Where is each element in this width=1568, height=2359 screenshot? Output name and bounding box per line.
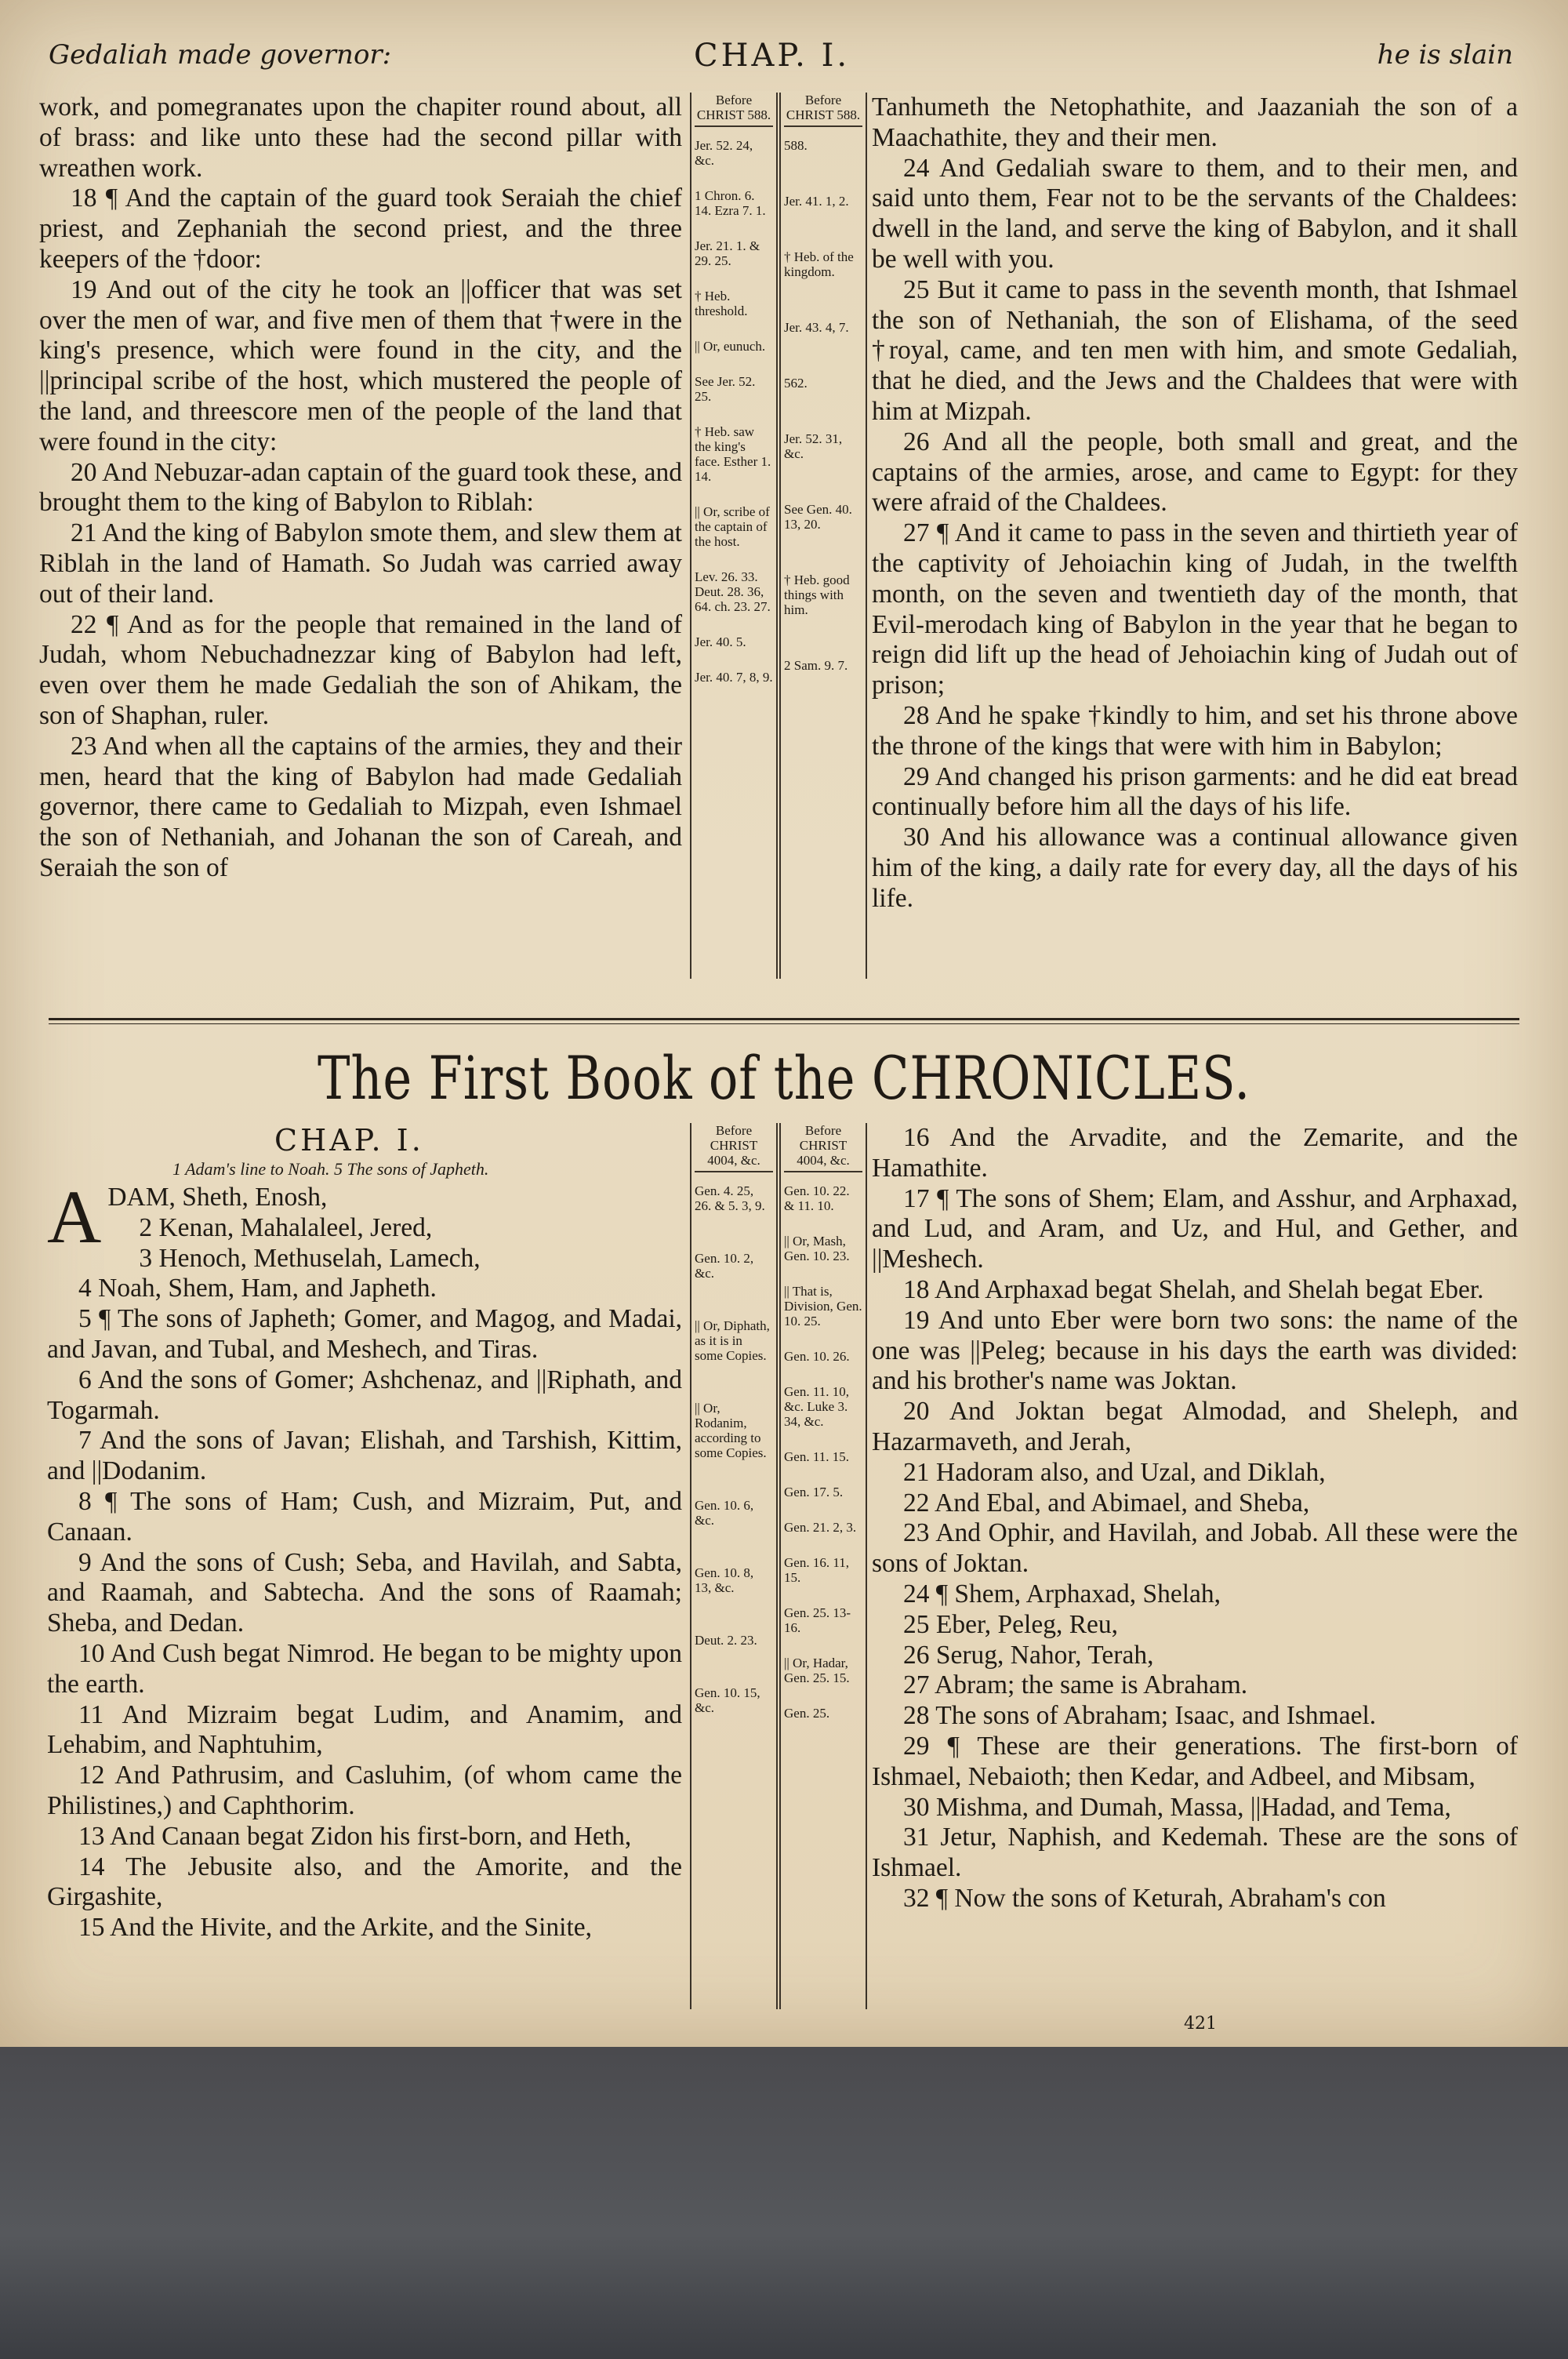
margin-reference: † Heb. threshold. [695,289,748,318]
margin-reference: † Heb. good things with him. [784,572,850,617]
verse-paragraph: 23 And Ophir, and Havilah, and Jobab. All these were the sons of Joktan. [872,1518,1518,1579]
top-margin-notes-2 [779,93,867,979]
margin-reference: Gen. 21. 2, 3. [784,1520,857,1535]
margin-reference: || Or, Rodanim, according to some Copies. [695,1401,767,1460]
bottom-right-column [872,1123,1518,1914]
margin-reference: || Or, Hadar, Gen. 25. 15. [784,1656,850,1685]
verse-paragraph: 4 Noah, Shem, Ham, and Japheth. [78,1274,437,1303]
margin-reference: Jer. 40. 7, 8, 9. [695,670,773,685]
verse-paragraph: 14 The Jebusite also, and the Amorite, and the Girgashite, [47,1852,682,1912]
verse-paragraph: 28 And he spake †kindly to him, and set his throne above the throne of the kings that were with him in Babylon; [872,700,1518,761]
verse-paragraph: 11 And Mizraim begat Ludim, and Anamim, and Lehabim, and Naphtuhim, [47,1699,682,1760]
verse-paragraph: 21 Hadoram also, and Uzal, and Diklah, [903,1457,1326,1487]
margin-reference: Deut. 2. 23. [695,1633,757,1648]
margin-reference: Gen. 4. 25, 26. & 5. 3, 9. [695,1183,765,1213]
margin-reference: Jer. 40. 5. [695,634,746,649]
chapter-heading: CHAP. I. [274,1123,424,1158]
margin-reference: Jer. 41. 1, 2. [784,194,849,209]
margin-reference: See Jer. 52. 25. [695,374,756,404]
margin-reference: 2 Sam. 9. 7. [784,658,848,673]
verse-paragraph: 26 Serug, Nahor, Terah, [903,1640,1154,1670]
verse-paragraph: 10 And Cush begat Nimrod. He began to be mighty upon the earth. [47,1638,682,1699]
page-number: 421 [1184,2014,1217,2034]
chapter-summary: 1 Adam's line to Noah. 5 The sons of Japheth. [172,1159,489,1179]
verse-paragraph: 22 ¶ And as for the people that remained in the land of Judah, whom Nebuchadnezzar king of Babylon had left, even over them he made Gedaliah the son of Ahikam, the son of Shaphan, ruler. [39,609,682,730]
verse-paragraph: 29 And changed his prison garments: and he did eat bread continually before him all the days of his life. [872,761,1518,822]
verse-paragraph: 30 Mishma, and Dumah, Massa, ||Hadad, and Tema, [903,1792,1451,1822]
margin-reference: † Heb. of the kingdom. [784,249,854,279]
verse-paragraph: 23 And when all the captains of the armies, they and their men, heard that the king of Babylon had made Gedaliah governor, there came to Gedaliah to Mizpah, even Ishmael the son of Nethaniah, and Johanan the son of Careah, and Seraiah the son of [39,731,682,882]
verse-paragraph: 30 And his allowance was a continual allowance given him of the king, a daily rate for every day, all the days of his life. [872,823,1518,913]
margin-reference: Gen. 10. 6, &c. [695,1498,754,1528]
verse-paragraph: 7 And the sons of Javan; Elishah, and Tarshish, Kittim, and ||Dodanim. [47,1426,682,1486]
verse-paragraph: 20 And Nebuzar-adan captain of the guard took these, and brought them to the king of Babylon to Riblah: [39,457,682,518]
verse-paragraph: 19 And out of the city he took an ||officer that was set over the men of war, and five men of them that †were in the king's presence, which were found in the city, and the ||principal scribe of the host, which mustered the people of the land, and threescore men of the people of the land that were found in the city: [39,274,682,456]
margin-reference: Gen. 25. [784,1706,830,1721]
margin-reference: Gen. 11. 10, &c. Luke 3. 34, &c. [784,1384,849,1429]
margin-reference: Gen. 10. 26. [784,1349,850,1364]
section-divider-thin [49,1023,1519,1024]
running-head-left: Gedaliah made governor: [49,39,392,71]
margin-reference: 1 Chron. 6. 14. Ezra 7. 1. [695,188,766,218]
verse-paragraph: work, and pomegranates upon the chapiter round about, all of brass: and like unto these had the second pillar with wreathen work. [39,93,682,183]
top-margin-notes-1 [690,93,778,979]
margin-reference: Jer. 52. 24, &c. [695,138,753,168]
margin-reference: Gen. 17. 5. [784,1485,844,1499]
margin-reference: Gen. 16. 11, 15. [784,1555,849,1585]
margin-header: Before CHRIST 588. [784,93,862,127]
verse-paragraph: 3 Henoch, Methuselah, Lamech, [139,1243,481,1273]
margin-reference: || Or, scribe of the captain of the host. [695,504,770,549]
verse-paragraph: 18 ¶ And the captain of the guard took Seraiah the chief priest, and Zephaniah the second priest, and the three keepers of the †door: [39,184,682,274]
verse-paragraph: Tanhumeth the Netophathite, and Jaazaniah the son of a Maachathite, they and their men. [872,93,1518,152]
margin-reference: Gen. 10. 8, 13, &c. [695,1565,754,1595]
verse-paragraph: 26 And all the people, both small and great, and the captains of the armies, arose, and came to Egypt: for they were afraid of the Chaldees. [872,427,1518,518]
drop-cap: A [47,1175,102,1259]
margin-reference: 588. [784,138,808,153]
margin-reference: † Heb. saw the king's face. Esther 1. 14. [695,424,771,484]
verse-paragraph: 22 And Ebal, and Abimael, and Sheba, [903,1488,1310,1518]
top-right-column [872,93,1518,914]
bottom-left-column [47,1175,682,1943]
margin-reference: Jer. 52. 31, &c. [784,431,843,461]
verse-paragraph: 24 And Gedaliah sware to them, and to their men, and said unto them, Fear not to be the servants of the Chaldees: dwell in the land, and serve the king of Babylon, and it shall be well with you. [872,153,1518,274]
margin-reference: || Or, eunuch. [695,339,766,354]
margin-reference: Gen. 10. 22. & 11. 10. [784,1183,850,1213]
verse-paragraph: 6 And the sons of Gomer; Ashchenaz, and ||Riphath, and Togarmah. [47,1365,682,1425]
verse-paragraph: 12 And Pathrusim, and Casluhim, (of whom came the Philistines,) and Caphthorim. [47,1761,682,1820]
margin-reference: Gen. 11. 15. [784,1449,849,1464]
verse-paragraph: 27 Abram; the same is Abraham. [903,1670,1248,1700]
background-surface [0,2047,1568,2359]
running-head-right: he is slain [1377,39,1513,71]
verse-paragraph: 25 But it came to pass in the seventh month, that Ishmael the son of Nethaniah, the son of Elishama, of the seed †royal, came, and ten men with him, and smote Gedaliah, that he died, and the Jews and the Chaldees that were with him at Mizpah. [872,274,1518,426]
running-head-chapter: CHAP. I. [694,38,851,74]
margin-reference: || Or, Mash, Gen. 10. 23. [784,1234,850,1263]
verse-paragraph: 29 ¶ These are their generations. The first-born of Ishmael, Nebaioth; then Kedar, and Adbeel, and Mibsam, [872,1731,1518,1791]
verse-paragraph: 21 And the king of Babylon smote them, and slew them at Riblah in the land of Hamath. So Judah was carried away out of their land. [39,518,682,609]
margin-reference: Gen. 25. 13-16. [784,1605,851,1635]
book-title: The First Book of the CHRONICLES. [318,1043,1250,1113]
verse-paragraph: 8 ¶ The sons of Ham; Cush, and Mizraim, Put, and Canaan. [47,1486,682,1547]
top-left-column [39,93,682,884]
verse-paragraph: 20 And Joktan begat Almodad, and Sheleph, and Hazarmaveth, and Jerah, [872,1397,1518,1456]
margin-reference: Lev. 26. 33. Deut. 28. 36, 64. ch. 23. 27. [695,569,771,614]
verse-paragraph: 31 Jetur, Naphish, and Kedemah. These are the sons of Ishmael. [872,1823,1518,1883]
margin-reference: Jer. 21. 1. & 29. 25. [695,238,760,268]
bottom-margin-notes-2 [779,1123,867,2009]
verse-paragraph: 13 And Canaan begat Zidon his first-born, and Heth, [78,1821,632,1851]
margin-header: Before CHRIST 4004, &c. [784,1123,862,1172]
margin-reference: Gen. 10. 2, &c. [695,1251,754,1281]
margin-reference: See Gen. 40. 13, 20. [784,502,852,532]
verse-paragraph: 15 And the Hivite, and the Arkite, and the Sinite, [78,1913,593,1943]
margin-reference: || That is, Division, Gen. 10. 25. [784,1284,862,1329]
verse-paragraph: 19 And unto Eber were born two sons: the name of the one was ||Peleg; because in his days the earth was divided: and his brother's name was Joktan. [872,1305,1518,1396]
verse-paragraph: 18 And Arphaxad begat Shelah, and Shelah begat Eber. [903,1274,1484,1304]
verse-paragraph: 2 Kenan, Mahalaleel, Jered, [139,1212,433,1242]
section-divider [49,1018,1519,1020]
margin-reference: || Or, Diphath, as it is in some Copies. [695,1318,770,1363]
verse-paragraph: 32 ¶ Now the sons of Keturah, Abraham's con [903,1883,1386,1913]
verse-paragraph: 16 And the Arvadite, and the Zemarite, and the Hamathite. [872,1123,1518,1183]
verse-paragraph: 27 ¶ And it came to pass in the seven and thirtieth year of the captivity of Jehoiachin king of Judah, in the twelfth month, on the seven and twentieth day of the month, that Evil-merodach king of Babylon in the year that he began to reign did lift up the head of Jehoiachin king of Judah out of prison; [872,518,1518,700]
verse-paragraph: 25 Eber, Peleg, Reu, [903,1609,1119,1639]
margin-header: Before CHRIST 4004, &c. [695,1123,773,1172]
margin-reference: 562. [784,376,808,391]
verse-paragraph: 5 ¶ The sons of Japheth; Gomer, and Magog, and Madai, and Javan, and Tubal, and Meshech, and Tiras. [47,1304,682,1364]
margin-reference: Gen. 10. 15, &c. [695,1685,760,1715]
verse-paragraph: 9 And the sons of Cush; Seba, and Havilah, and Sabta, and Raamah, and Sabtecha. And the sons of Raamah; Sheba, and Dedan. [47,1547,682,1638]
margin-header: Before CHRIST 588. [695,93,773,127]
margin-reference: Jer. 43. 4, 7. [784,320,849,335]
verse-paragraph: 24 ¶ Shem, Arphaxad, Shelah, [903,1579,1221,1608]
verse-paragraph: 17 ¶ The sons of Shem; Elam, and Asshur, and Arphaxad, and Lud, and Aram, and Uz, and Hul, and Gether, and ||Meshech. [872,1183,1518,1274]
verse-paragraph: 28 The sons of Abraham; Isaac, and Ishmael. [903,1701,1377,1731]
bottom-margin-notes-1 [690,1123,778,2009]
verse-paragraph: DAM, Sheth, Enosh, [107,1183,328,1212]
